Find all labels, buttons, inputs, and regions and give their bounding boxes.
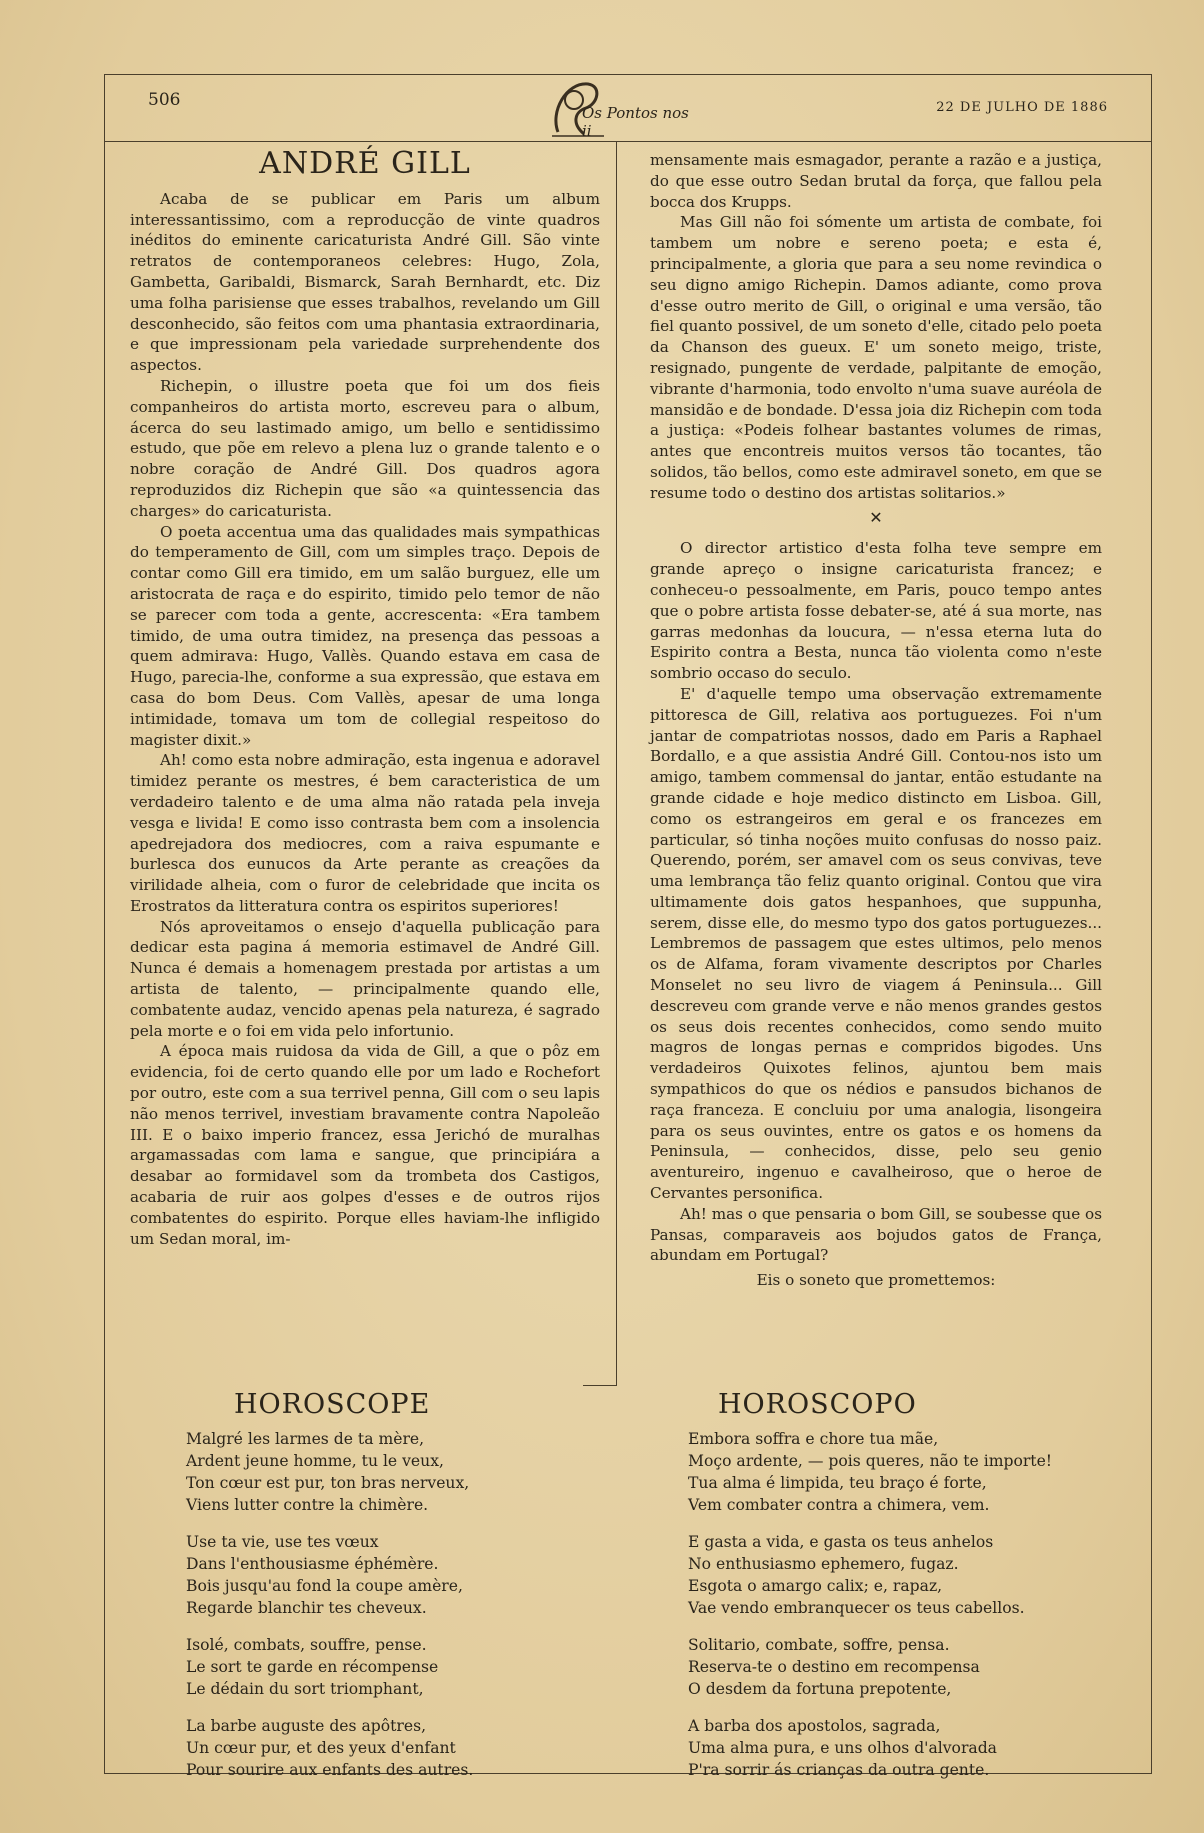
poem-portuguese bbox=[688, 1390, 1108, 1796]
poem-line: P'ra sorrir ás crianças da outra gente. bbox=[688, 1761, 990, 1779]
poem-line: Solitario, combate, soffre, pensa. bbox=[688, 1636, 950, 1654]
article-paragraph: O director artistico d'esta folha teve sempre em grande apreço o insigne caricaturista francez; e conheceu-o pessoalmente, em Paris, pouco tempo antes que o pobre artista fosse debater-se, até á sua morte, nas garras medonhas da loucura, — n'essa eterna luta do Espirito contra a Besta, nunca tão violenta como n'este sombrio occaso do seculo. bbox=[650, 539, 1102, 683]
column-divider bbox=[616, 142, 617, 1385]
poem-line: Moço ardente, — pois queres, não te importe! bbox=[688, 1452, 1053, 1470]
poem-line: O desdem da fortuna prepotente, bbox=[688, 1680, 952, 1698]
poem-line: E gasta a vida, e gasta os teus anhelos bbox=[688, 1533, 994, 1551]
masthead-title: Os Pontos nos ii bbox=[582, 104, 689, 140]
article-paragraph: mensamente mais esmagador, perante a razão e a justiça, do que esse outro Sedan brutal da força, que fallou pela bocca dos Krupps. bbox=[650, 151, 1102, 211]
article-paragraph: Acaba de se publicar em Paris um album interessantissimo, com a reproducção de vinte quadros inéditos do eminente caricaturista André Gill. São vinte retratos de contemporaneos celebres: Hugo, Zola, Gambetta, Garibaldi, Bismarck, Sarah Bernhardt, etc. Diz uma folha parisiense que esses trabalhos, revelando um Gill desconhecido, são feitos com uma phantasia extraordinaria, e que impressionam pela variedade surprehendente dos aspectos. bbox=[130, 189, 600, 375]
poem-line: Un cœur pur, et des yeux d'enfant bbox=[186, 1739, 456, 1757]
poem-line: Embora soffra e chore tua mãe, bbox=[688, 1430, 939, 1448]
article-title: ANDRÉ GILL bbox=[259, 146, 471, 181]
article-paragraph: Richepin, o illustre poeta que foi um dos fieis companheiros do artista morto, escreveu para o album, ácerca do seu lastimado amigo, um bello e sentidissimo estudo, que põe em relevo a plena luz o grande talento e o nobre coração de André Gill. Dos quadros agora reproduzidos diz Richepin que são «a quintessencia das charges» do caricaturista. bbox=[130, 376, 600, 520]
poem-stanza bbox=[186, 1634, 586, 1700]
poem-line: Ardent jeune homme, tu le veux, bbox=[186, 1452, 444, 1470]
article-paragraph: A época mais ruidosa da vida de Gill, a que o pôz em evidencia, foi de certo quando elle por um lado e Rochefort por outro, este com a sua terrivel penna, Gill com o seu lapis não menos terrivel, investiam bravamente contra Napoleão III. E o baixo imperio francez, essa Jerichó de muralhas argamassadas com lama e sangue, que principiára a desabar ao formidavel som da trombeta dos Castigos, acabaria de ruir aos golpes d'esses e de outros rijos combatentes do espirito. Porque elles haviam-lhe infligido um Sedan moral, im- bbox=[130, 1042, 600, 1248]
issue-date: 22 DE JULHO DE 1886 bbox=[936, 100, 1108, 115]
poem-stanza bbox=[186, 1428, 586, 1516]
poem-line: Use ta vie, use tes vœux bbox=[186, 1533, 379, 1551]
poem-line: Le sort te garde en récompense bbox=[186, 1658, 439, 1676]
poem-title: HOROSCOPE bbox=[234, 1389, 431, 1420]
article-paragraph: Mas Gill não foi sómente um artista de combate, foi tambem um nobre e sereno poeta; e esta é, principalmente, a gloria que para a seu nome revindica o seu digno amigo Richepin. Damos adiante, como prova d'esse outro merito de Gill, o original e uma versão, tão fiel quanto possivel, de um soneto d'elle, citado pelo poeta da Chanson des gueux. E' um soneto meigo, triste, resignado, pungente de verdade, palpitante de emoção, vibrante d'harmonia, todo envolto n'uma suave auréola de mansidão e de bondade. D'essa joia diz Richepin com toda a justiça: «Podeis folhear bastantes volumes de rimas, antes que encontreis muitos versos tão tocantes, tão solidos, tão bellos, como este admiravel soneto, em que se resume todo o destino dos artistas solitarios.» bbox=[650, 213, 1102, 502]
poem-line: Uma alma pura, e uns olhos d'alvorada bbox=[688, 1739, 997, 1757]
poem-line: Isolé, combats, souffre, pense. bbox=[186, 1636, 427, 1654]
poem-line: Dans l'enthousiasme éphémère. bbox=[186, 1555, 439, 1573]
poem-line: La barbe auguste des apôtres, bbox=[186, 1717, 427, 1735]
section-ornament: ✕ bbox=[869, 507, 883, 527]
poem-line: No enthusiasmo ephemero, fugaz. bbox=[688, 1555, 959, 1573]
poem-line: A barba dos apostolos, sagrada, bbox=[688, 1717, 941, 1735]
poem-line: Vae vendo embranquecer os teus cabellos. bbox=[688, 1599, 1025, 1617]
poem-line: Ton cœur est pur, ton bras nerveux, bbox=[186, 1474, 470, 1492]
poem-line: Bois jusqu'au fond la coupe amère, bbox=[186, 1577, 463, 1595]
poem-french bbox=[186, 1390, 586, 1796]
poem-line: Viens lutter contre la chimère. bbox=[186, 1496, 429, 1514]
poem-line: Vem combater contra a chimera, vem. bbox=[688, 1496, 990, 1514]
masthead-logo bbox=[544, 74, 694, 140]
poem-title: HOROSCOPO bbox=[718, 1389, 917, 1420]
poem-stanza bbox=[688, 1715, 1108, 1781]
page-header bbox=[104, 74, 1152, 142]
poem-stanza bbox=[186, 1531, 586, 1619]
article-paragraph: Nós aproveitamos o ensejo d'aquella publicação para dedicar esta pagina á memoria estimavel de André Gill. Nunca é demais a homenagem prestada por artistas a um artista de talento, — principalmente quando elle, combatente audaz, vencido apenas pela natureza, é sagrado pela morte e o foi em vida pelo infortunio. bbox=[130, 917, 600, 1040]
poem-stanza bbox=[688, 1634, 1108, 1700]
poem-line: Regarde blanchir tes cheveux. bbox=[186, 1599, 427, 1617]
poem-stanza bbox=[688, 1531, 1108, 1619]
poem-intro: Eis o soneto que promettemos: bbox=[756, 1271, 996, 1290]
poem-line: Tua alma é limpida, teu braço é forte, bbox=[688, 1474, 987, 1492]
poem-line: Le dédain du sort triomphant, bbox=[186, 1680, 424, 1698]
poem-line: Malgré les larmes de ta mère, bbox=[186, 1430, 425, 1448]
page-number: 506 bbox=[148, 90, 181, 110]
poem-stanza bbox=[688, 1428, 1108, 1516]
article-paragraph: Ah! mas o que pensaria o bom Gill, se soubesse que os Pansas, comparaveis aos bojudos gatos de França, abundam em Portugal? bbox=[650, 1204, 1102, 1265]
poem-line: Reserva-te o destino em recompensa bbox=[688, 1658, 980, 1676]
poem-stanza bbox=[186, 1715, 586, 1781]
article-right-column bbox=[650, 150, 1102, 1291]
column-divider-foot bbox=[583, 1385, 617, 1386]
poem-line: Esgota o amargo calix; e, rapaz, bbox=[688, 1577, 943, 1595]
poem-line: Pour sourire aux enfants des autres. bbox=[186, 1761, 474, 1779]
article-paragraph: Ah! como esta nobre admiração, esta ingenua e adoravel timidez perante os mestres, é bem caracteristica de um verdadeiro talento e de uma alma não ratada pela inveja vesga e livida! E como isso contrasta bem com a insolencia apedrejadora dos mediocres, com a raiva espumante e burlesca dos eunucos da Arte perante as creações da virilidade alheia, com o furor de celebridade que incita os Erostratos da litteratura contra os espiritos superiores! bbox=[130, 751, 600, 915]
article-paragraph: O poeta accentua uma das qualidades mais sympathicas do temperamento de Gill, com um simples traço. Depois de contar como Gill era timido, em um salão burguez, elle um aristocrata de raça e do espirito, timido pelo temor de não se parecer com toda a gente, accrescenta: «Era tambem timido, de uma outra timidez, na presença das pessoas a quem admirava: Hugo, Vallès. Quando estava em casa de Hugo, parecia-lhe, conforme a sua expressão, que estava em casa do bom Deus. Com Vallès, apesar de uma longa intimidade, tomava um tom de collegial respeitoso do magister dixit.» bbox=[130, 522, 600, 749]
article-left-column bbox=[130, 148, 600, 1249]
article-paragraph: E' d'aquelle tempo uma observação extremamente pittoresca de Gill, relativa aos portuguezes. Foi n'um jantar de compatriotas nossos, dado em Paris a Raphael Bordallo, e a que assistia André Gill. Contou-nos isto um amigo, tambem commensal do jantar, então estudante na grande cidade e hoje medico distincto em Lisboa. Gill, como os estrangeiros em geral e os francezes em particular, só tinha noções muito confusas do nosso paiz. Querendo, porém, ser amavel com os seus convivas, teve uma lembrança tão feliz quanto original. Contou que vira ultimamente dois gatos hespanhoes, que suppunha, serem, disse elle, do mesmo typo dos gatos portuguezes... Lembremos de passagem que estes ultimos, pelo menos os de Alfama, foram vivamente descriptos por Charles Monselet no seu livro de viagem á Peninsula... Gill descreveu com grande verve e não menos grandes gestos os seus dois recentes conhecidos, como sendo muito magros de longas pernas e compridos bigodes. Uns verdadeiros Quixotes felinos, ajuntou bem mais sympathicos do que os nédios e pansudos bichanos de raça franceza. E concluiu por uma analogia, lisongeira para os seus ouvintes, entre os gatos e os homens da Peninsula, — conhecidos, disse, pelo seu genio aventureiro, ingenuo e cavalheiroso, que o heroe de Cervantes personifica. bbox=[650, 684, 1102, 1203]
